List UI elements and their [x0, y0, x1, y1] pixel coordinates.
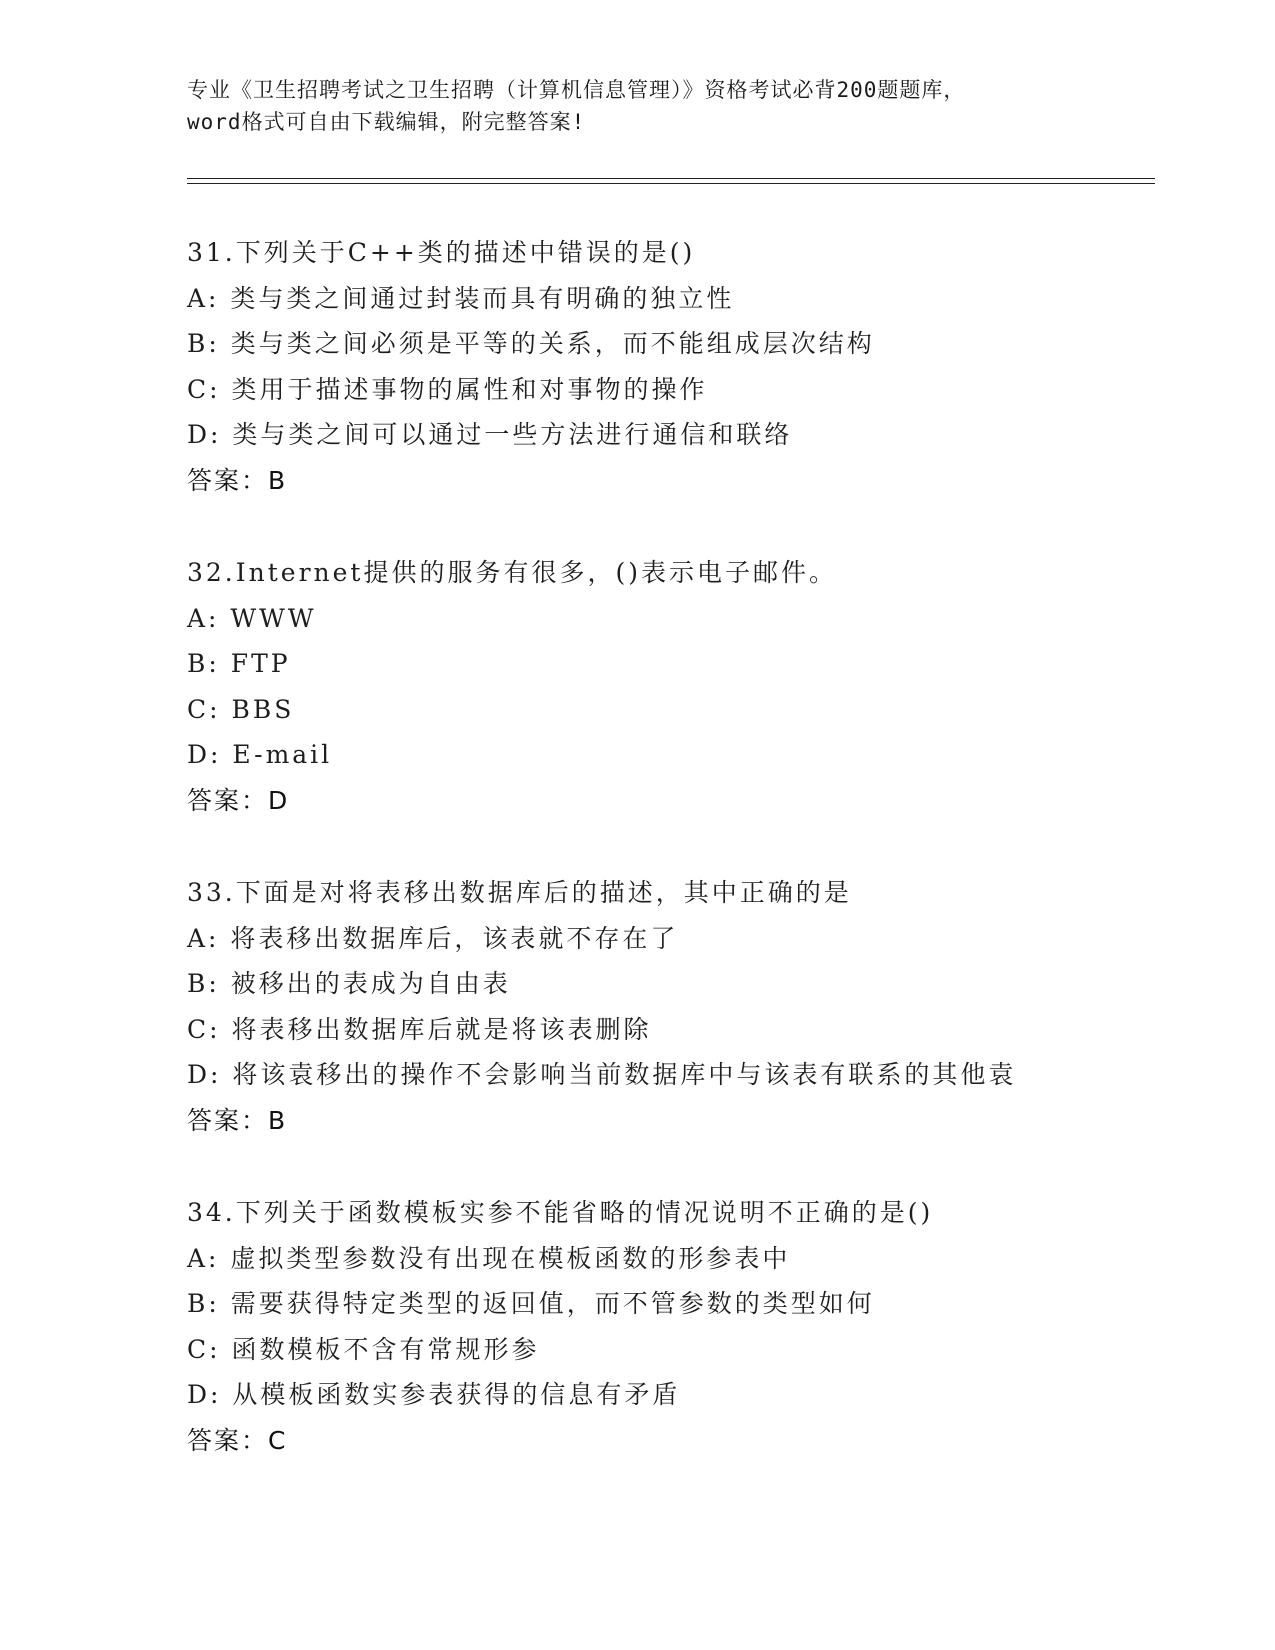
option-c: C: 将表移出数据库后就是将该表删除 [187, 1014, 652, 1044]
header-line-2: word格式可自由下载编辑，附完整答案! [187, 110, 586, 134]
header-divider-top [187, 178, 1155, 179]
option-d: D: 从模板函数实参表获得的信息有矛盾 [187, 1380, 681, 1409]
header-divider-bottom [187, 183, 1155, 184]
question-stem: 32.Internet提供的服务有很多，()表示电子邮件。 [187, 558, 837, 587]
option-c: C: 类用于描述事物的属性和对事物的操作 [187, 374, 708, 404]
option-c: C: 函数模板不含有常规形参 [187, 1334, 540, 1364]
answer-label: 答案： [187, 785, 269, 815]
question-33 [187, 877, 1187, 1137]
question-stem: 31.下列关于C++类的描述中错误的是() [187, 238, 696, 267]
answer-label: 答案： [187, 1105, 269, 1135]
answer-line [187, 1425, 1187, 1457]
header-line-1: 专业《卫生招聘考试之卫生招聘（计算机信息管理）》资格考试必背200题题库， [187, 78, 966, 102]
option-b: B: 被移出的表成为自由表 [187, 969, 511, 998]
question-32 [187, 557, 1187, 817]
option-b: B: 类与类之间必须是平等的关系，而不能组成层次结构 [187, 329, 875, 358]
option-d: D: 将该袁移出的操作不会影响当前数据库中与该表有联系的其他袁 [187, 1060, 1017, 1089]
document-header [187, 74, 1087, 138]
question-stem: 33.下面是对将表移出数据库后的描述，其中正确的是 [187, 878, 852, 907]
answer-line [187, 785, 1187, 817]
option-a: A: 类与类之间通过封装而具有明确的独立性 [187, 283, 735, 313]
answer-value: B [268, 1105, 288, 1135]
answer-line [187, 465, 1187, 497]
answer-line [187, 1105, 1187, 1137]
option-d: D: 类与类之间可以通过一些方法进行通信和联络 [187, 420, 793, 449]
question-31 [187, 237, 1187, 497]
answer-value: C [268, 1425, 288, 1455]
option-a: A: WWW [187, 603, 317, 633]
option-b: B: FTP [187, 649, 291, 678]
answer-value: D [268, 785, 290, 815]
option-a: A: 虚拟类型参数没有出现在模板函数的形参表中 [187, 1243, 791, 1273]
answer-label: 答案： [187, 465, 269, 495]
option-c: C: BBS [187, 694, 295, 724]
question-stem: 34.下列关于函数模板实参不能省略的情况说明不正确的是() [187, 1198, 934, 1227]
question-34 [187, 1197, 1187, 1457]
option-d: D: E-mail [187, 740, 333, 769]
option-b: B: 需要获得特定类型的返回值，而不管参数的类型如何 [187, 1289, 875, 1318]
option-a: A: 将表移出数据库后，该表就不存在了 [187, 923, 679, 953]
answer-value: B [268, 465, 288, 495]
answer-label: 答案： [187, 1425, 269, 1455]
